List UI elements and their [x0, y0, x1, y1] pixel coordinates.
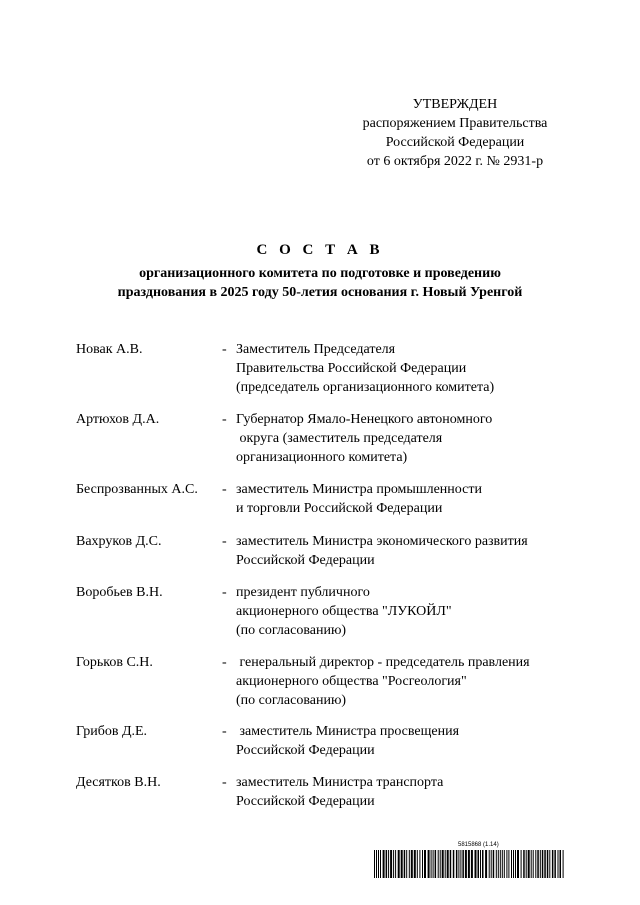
approval-heading: УТВЕРЖДЕН — [412, 97, 498, 112]
member-dash: - — [222, 585, 227, 600]
member-dash: - — [222, 655, 227, 670]
role-line: заместитель Министра экономического развития — [236, 534, 528, 549]
subtitle-line: организационного комитета по подготовке и проведению — [139, 266, 501, 281]
member-name: Горьков С.Н. — [76, 655, 153, 670]
role-line: акционерного общества "Росгеология" — [236, 674, 467, 689]
role-line: Российской Федерации — [236, 794, 375, 809]
member-dash: - — [222, 775, 227, 790]
barcode-label: 5815868 (1.14) — [458, 842, 499, 848]
role-line: и торговли Российской Федерации — [236, 501, 443, 516]
role-line: Российской Федерации — [236, 553, 375, 568]
subtitle-line: празднования в 2025 году 50-летия основания г. Новый Уренгой — [117, 285, 523, 300]
role-line: округа (заместитель председателя — [236, 431, 443, 446]
role-line: (по согласованию) — [236, 623, 347, 638]
member-dash: - — [222, 724, 227, 739]
member-name: Воробьев В.Н. — [76, 585, 163, 600]
role-line: заместитель Министра просвещения — [236, 724, 460, 739]
member-name: Артюхов Д.А. — [76, 412, 160, 427]
member-name: Беспрозванных А.С. — [76, 482, 198, 497]
member-name: Десятков В.Н. — [76, 775, 161, 790]
role-line: (председатель организационного комитета) — [236, 380, 495, 395]
member-role — [236, 722, 596, 760]
role-line: Губернатор Ямало-Ненецкого автономного — [236, 412, 493, 427]
role-line: Российской Федерации — [236, 743, 375, 758]
member-dash: - — [222, 534, 227, 549]
approval-block — [330, 95, 580, 171]
member-role — [236, 653, 596, 710]
role-line: организационного комитета) — [236, 450, 408, 465]
member-name: Новак А.В. — [76, 342, 143, 357]
member-name: Грибов Д.Е. — [76, 724, 148, 739]
role-line: Правительства Российской Федерации — [236, 361, 467, 376]
member-role — [236, 583, 596, 640]
member-role — [236, 480, 596, 518]
member-role — [236, 532, 596, 570]
document-subtitle — [60, 264, 580, 302]
member-role — [236, 410, 596, 467]
role-line: президент публичного — [236, 585, 370, 600]
member-dash: - — [222, 412, 227, 427]
member-dash: - — [222, 482, 227, 497]
member-name: Вахруков Д.С. — [76, 534, 162, 549]
barcode-graphic — [374, 850, 564, 878]
approval-line: распоряжением Правительства — [362, 116, 548, 131]
member-role — [236, 773, 596, 811]
member-role — [236, 340, 596, 397]
role-line: заместитель Министра промышленности — [236, 482, 482, 497]
role-line: заместитель Министра транспорта — [236, 775, 444, 790]
role-line: (по согласованию) — [236, 693, 347, 708]
document-title: С О С Т А В — [256, 242, 384, 258]
approval-line: от 6 октября 2022 г. № 2931-р — [366, 154, 544, 169]
approval-line: Российской Федерации — [385, 135, 525, 150]
role-line: Заместитель Председателя — [236, 342, 396, 357]
member-dash: - — [222, 342, 227, 357]
role-line: акционерного общества "ЛУКОЙЛ" — [236, 604, 452, 619]
role-line: генеральный директор - председатель правления — [236, 655, 530, 670]
